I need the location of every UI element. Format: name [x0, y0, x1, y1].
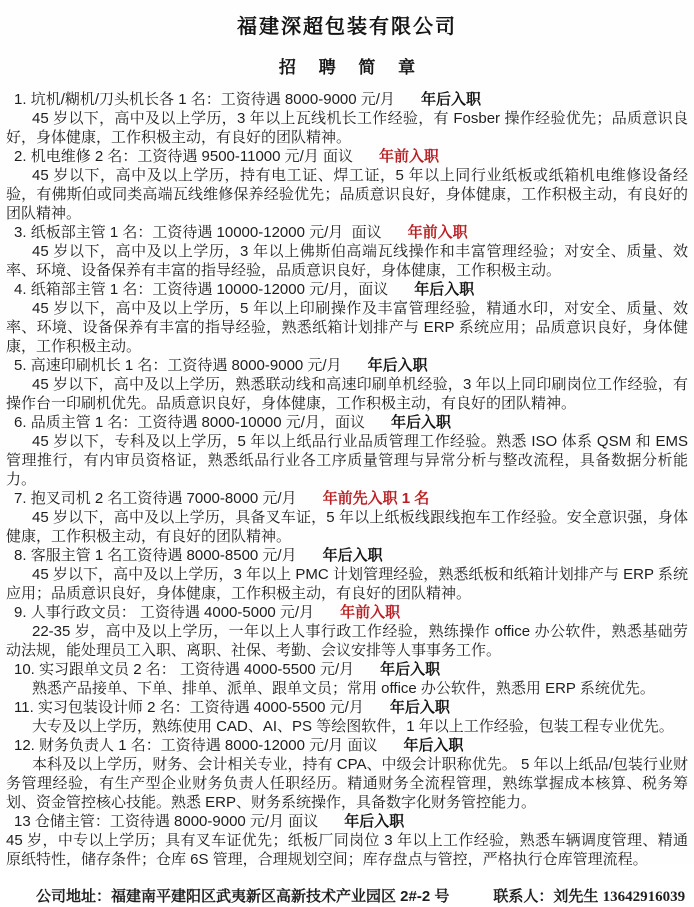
- job-description: 45 岁以下，高中及以上学历，3 年以上 PMC 计划管理经验，熟悉纸板和纸箱计划排产与 ERP 系统应用；品质意识良好，身体健康，工作积极主动，有良好的团队精神。: [6, 566, 688, 602]
- job-title-text: 客服主管 1 名工资待遇 8000-8500 元/月: [30, 547, 297, 564]
- job-description: 45 岁以下，高中及以上学历，5 年以上印刷操作及丰富管理经验，精通水印，对安全、质量、效率、环境、设备保养有丰富的指导经验，熟悉纸箱计划排产与 ERP 系统应用；品质意识良好，身体健康，工作积极主动。: [6, 300, 688, 355]
- job-number: 12.: [14, 737, 35, 754]
- job-title-text: 纸箱部主管 1 名：工资待遇 10000-12000 元/月，面议: [30, 281, 389, 298]
- job-title-text: 抱叉司机 2 名工资待遇 7000-8000 元/月: [30, 490, 297, 507]
- job-item: [6, 546, 688, 603]
- entry-time-badge: 年前入职: [340, 604, 401, 621]
- job-title-text: 实习跟单文员 2 名： 工资待遇 4000-5500 元/月: [39, 661, 355, 678]
- entry-time-badge: 年前先入职 1 名: [322, 490, 430, 507]
- job-description: 22-35 岁，高中及以上学历，一年以上人事行政工作经验，熟练操作 office 办公软件，熟悉基础劳动法规，能处理员工入职、离职、社保、考勤、会议安排等人事事务工作。: [6, 623, 688, 659]
- job-header: [6, 413, 688, 432]
- contact-label: 联系人：: [493, 888, 554, 905]
- job-number: 5.: [14, 357, 27, 374]
- company-title: 福建深超包装有限公司: [237, 16, 457, 38]
- footer: [6, 887, 688, 907]
- job-item: [6, 603, 688, 660]
- job-number: 11.: [14, 699, 34, 716]
- contact-name: 刘先生: [553, 888, 599, 905]
- job-header: [6, 280, 688, 299]
- job-item: [6, 413, 693, 489]
- job-header: [6, 546, 688, 565]
- job-title-text: 坑机/糊机/刀头机长各 1 名：工资待遇 8000-9000 元/月: [30, 91, 395, 108]
- job-header: [6, 90, 688, 109]
- job-title-text: 机电维修 2 名：工资待遇 9500-11000 元/月 面议: [30, 148, 353, 165]
- job-list: [6, 90, 693, 869]
- job-title-text: 品质主管 1 名：工资待遇 8000-10000 元/月，面议: [30, 414, 365, 431]
- job-description: 45 岁以下，高中及以上学历，3 年以上佛斯伯高端瓦线操作和丰富管理经验；对安全、质量、效率、环境、设备保养有丰富的指导经验，品质意识良好，身体健康，工作积极主动。: [6, 243, 688, 279]
- job-description: 45 岁以下，高中及以上学历，3 年以上瓦线机长工作经验，有 Fosber 操作经验优先；品质意识良好，身体健康，工作积极主动，有良好的团队精神。: [6, 110, 688, 146]
- job-title-text: 高速印刷机长 1 名：工资待遇 8000-9000 元/月: [30, 357, 342, 374]
- job-number: 2.: [14, 148, 27, 165]
- job-header: [6, 489, 688, 508]
- job-description: 45 岁以下，高中及以上学历，持有电工证、焊工证，5 年以上同行业纸板或纸箱机电维修设备经验，有佛斯伯或同类高端瓦线维修保养经验优先；品质意识良好，身体健康，工作积极主动，有良好的团队精神。: [6, 167, 688, 222]
- job-header: [6, 698, 688, 717]
- entry-time-badge: 年前入职: [379, 148, 440, 165]
- job-item: [6, 698, 688, 736]
- job-number: 6.: [14, 414, 27, 431]
- entry-time-badge: 年后入职: [420, 91, 481, 108]
- job-title-text: 人事行政文员： 工资待遇 4000-5000 元/月: [30, 604, 315, 621]
- job-description: 本科及以上学历，财务、会计相关专业，持有 CPA、中级会计职称优先。 5 年以上纸品/包装行业财务管理经验，有生产型企业财务负责人任职经历。精通财务全流程管理，熟练掌握成本核算、税务筹划、资金管控核心技能。熟悉 ERP、财务系统操作，具备数字化财务管控能力。: [6, 756, 688, 811]
- job-number: 3.: [14, 224, 27, 241]
- job-number: 4.: [14, 281, 27, 298]
- job-description: 熟悉产品接单、下单、排单、派单、跟单文员；常用 office 办公软件，熟悉用 ERP 系统优先。: [32, 680, 655, 697]
- job-description: 45 岁以下，专科及以上学历，5 年以上纸品行业品质管理工作经验。熟悉 ISO 体系 QSM 和 EMS 管理推行，有内审员资格证，熟悉纸品行业各工序质量管理与异常分析与整改流程，具备数据分析能力。: [6, 433, 693, 488]
- job-title-text: 仓储主管：工资待遇 8000-9000 元/月 面议: [34, 813, 319, 830]
- job-item: [6, 736, 688, 812]
- job-item: [6, 90, 688, 147]
- entry-time-badge: 年后入职: [390, 414, 451, 431]
- job-number: 7.: [14, 490, 27, 507]
- address-value: 福建南平建阳区武夷新区高新技术产业园区 2#-2 号: [111, 888, 450, 905]
- entry-time-badge: 年后入职: [403, 737, 464, 754]
- job-title-text: 纸板部主管 1 名：工资待遇 10000-12000 元/月 面议: [30, 224, 382, 241]
- job-item: [6, 223, 688, 280]
- entry-time-badge: 年后入职: [367, 357, 428, 374]
- job-item: [6, 280, 688, 356]
- job-item: [6, 489, 688, 546]
- job-description: 大专及以上学历，熟练使用 CAD、AI、PS 等绘图软件，1 年以上工作经验，包装工程专业优先。: [32, 718, 674, 735]
- job-item: [6, 356, 688, 413]
- job-number: 1.: [14, 91, 27, 108]
- job-header: [6, 660, 688, 679]
- job-number: 9.: [14, 604, 27, 621]
- job-description: 45 岁以下，高中及以上学历，熟悉联动线和高速印刷单机经验，3 年以上同印刷岗位工作经验，有操作台一印刷机优先。品质意识良好，身体健康，工作积极主动，有良好的团队精神。: [6, 376, 688, 412]
- contact-phone: 13642916039: [602, 889, 686, 905]
- job-number: 8.: [14, 547, 27, 564]
- job-number: 13: [14, 813, 31, 830]
- entry-time-badge: 年后入职: [414, 281, 475, 298]
- job-title-text: 财务负责人 1 名：工资待遇 8000-12000 元/月 面议: [39, 737, 378, 754]
- job-title-text: 实习包装设计师 2 名：工资待遇 4000-5500 元/月: [37, 699, 364, 716]
- job-description: 45 岁，中专以上学历；具有叉车证优先；纸板厂同岗位 3 年以上工作经验，熟悉车辆调度管理、精通原纸特性，储存条件；仓库 6S 管理，合理规划空间；库存盘点与管控，严格执行仓库管理流程。: [6, 832, 688, 868]
- job-header: [6, 223, 688, 242]
- job-header: [6, 147, 688, 166]
- job-number: 10.: [14, 661, 35, 678]
- job-header: [6, 356, 688, 375]
- job-description: 45 岁以下，高中及以上学历，具备叉车证，5 年以上纸板线跟线抱车工作经验。安全意识强，身体健康，工作积极主动，有良好的团队精神。: [6, 509, 688, 545]
- entry-time-badge: 年后入职: [322, 547, 383, 564]
- job-item: [6, 660, 688, 698]
- job-header: [6, 603, 688, 622]
- job-header: [6, 736, 688, 755]
- job-item: [6, 147, 688, 223]
- entry-time-badge: 年后入职: [344, 813, 405, 830]
- notice-subtitle: 招 聘 简 章: [278, 58, 425, 77]
- entry-time-badge: 年后入职: [389, 699, 450, 716]
- job-item: [6, 812, 688, 869]
- address-label: 公司地址：: [36, 888, 112, 905]
- entry-time-badge: 年前入职: [407, 224, 468, 241]
- job-header: [6, 812, 688, 831]
- entry-time-badge: 年后入职: [380, 661, 441, 678]
